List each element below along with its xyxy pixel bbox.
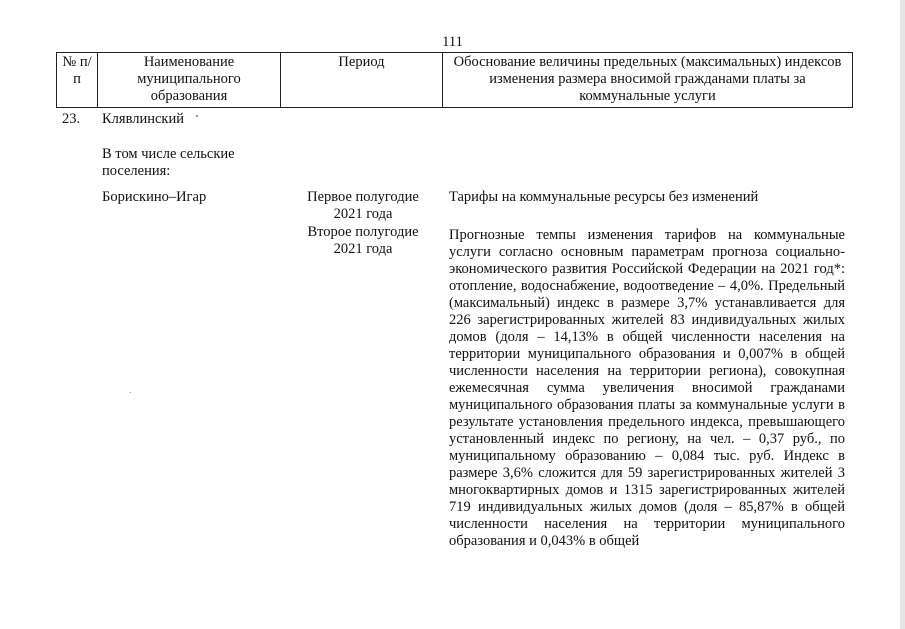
page-number: 111	[442, 34, 463, 50]
header-col-name: Наименование муниципального образования	[98, 53, 281, 108]
justification-paragraph: Прогнозные темпы изменения тарифов на коммунальные услуги согласно основным параметрам прогноза социально-экономического развития Российской Федерации на 2021 год*: отопление, водоснабжение, водоотведение – 4,0%. Предельный (максимальный) индекс в размере 3,7% устанавливается для 226 зарегистрированных жителей 83 индивидуальных жилых домов (доля – 14,13% в общей численности населения на территории муниципального образования и 0,007% в общей численности населения на территории региона), совокупная ежемесячная сумма увеличения вносимой гражданами муниципального образования платы за коммунальные услуги в результате установления предельного индекса, превышающего установленный индекс по региону, на чел. – 0,37 руб., по муниципальному образованию – 0,084 тыс. руб. Индекс в размере 3,6% сложится для 59 зарегистрированных жителей 3 многоквартирных домов и 1315 зарегистрированных жителей 719 индивидуальных жилых домов (доля – 85,87% в общей численности населения на территории муниципального образования и 0,043% в общей	[449, 227, 845, 549]
period-first-half: Первое полугодие 2021 года	[307, 189, 419, 222]
settlement-name: Борискино–Игар	[102, 189, 207, 205]
subheading-rural-settlements: В том числе сельские поселения:	[102, 146, 235, 179]
table-header	[56, 52, 853, 108]
municipality-name: Клявлинский	[102, 111, 184, 127]
header-col-justification: Обоснование величины предельных (максимальных) индексов изменения размера вносимой гражданами платы за коммунальные услуги	[443, 53, 853, 108]
header-col-period: Период	[281, 53, 443, 108]
justification-second-half	[449, 227, 845, 550]
header-col-number: № п/п	[57, 53, 98, 108]
row-number: 23.	[62, 111, 81, 127]
scan-edge	[900, 0, 905, 629]
period-second-half: Второе полугодие 2021 года	[307, 224, 419, 257]
scan-speck	[196, 115, 198, 117]
justification-first-half: Тарифы на коммунальные ресурсы без изменений	[449, 189, 759, 205]
scan-speck	[130, 392, 131, 393]
